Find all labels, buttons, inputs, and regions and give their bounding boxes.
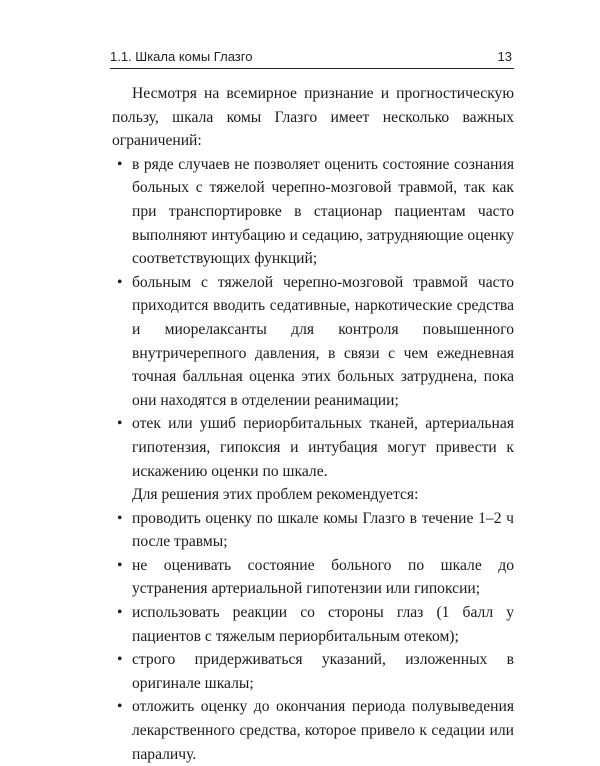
list-item-text: проводить оценку по шкале комы Глазго в течение 1–2 ч после травмы; [132, 509, 514, 551]
intro-paragraph: Несмотря на всемирное признание и прогностическую пользу, шкала комы Глазго имеет несколько важных ограничений: [112, 85, 514, 150]
list-item-text: в ряде случаев не позволяет оценить состояние сознания больных с тяжелой черепно-мозговой травмой, так как при транспортировке в стационар пациентам часто выполняют интубацию и седацию, затрудняющие оценку соответствующих функций; [132, 155, 514, 268]
bullet-icon: • [117, 698, 123, 716]
bullet-icon: • [117, 415, 123, 433]
bullet-icon: • [117, 155, 123, 173]
list-item-text: использовать реакции со стороны глаз (1 балл у пациентов с тяжелым периорбитальным отеком); [132, 604, 514, 645]
bullet-icon: • [117, 651, 123, 669]
list-item [112, 601, 514, 648]
bullet-icon: • [117, 604, 123, 622]
bullet-icon: • [117, 509, 123, 527]
list-item-text: отек или ушиб периорбитальных тканей, артериальная гипотензия, гипоксия и интубация могут привести к искажению оценки по шкале. [132, 415, 514, 480]
list-item-text: не оценивать состояние больного по шкале до устранения артериальной гипотензии или гипоксии; [132, 556, 514, 598]
bullet-icon: • [117, 556, 123, 574]
limitations-list [112, 153, 514, 483]
page-number: 13 [497, 49, 512, 64]
recommendations-list [112, 507, 514, 766]
section-title: 1.1. Шкала комы Глазго [110, 49, 253, 64]
running-header [110, 44, 514, 69]
recommendations-intro: Для решения этих проблем рекомендуется: [132, 486, 419, 504]
list-item-text: отложить оценку до окончания периода полувыведения лекарственного средства, которое привело к седации или параличу. [132, 698, 514, 763]
list-item-text: больным с тяжелой черепно-мозговой травмой часто приходится вводить седативные, наркотические средства и миорелаксанты для контроля повышенного внутричерепного давления, в связи с чем ежедневная точная балльная оценка этих больных затруднена, пока они находятся в отделении реанимации; [132, 273, 514, 409]
page-body [112, 82, 514, 766]
list-item-text: строго придерживаться указаний, изложенных в оригинале шкалы; [132, 651, 514, 692]
list-item [112, 271, 514, 413]
list-item [112, 695, 514, 766]
list-item [112, 507, 514, 554]
list-item [112, 412, 514, 483]
list-item [112, 153, 514, 271]
bullet-icon: • [117, 273, 123, 291]
list-item [112, 554, 514, 601]
list-item [112, 648, 514, 695]
